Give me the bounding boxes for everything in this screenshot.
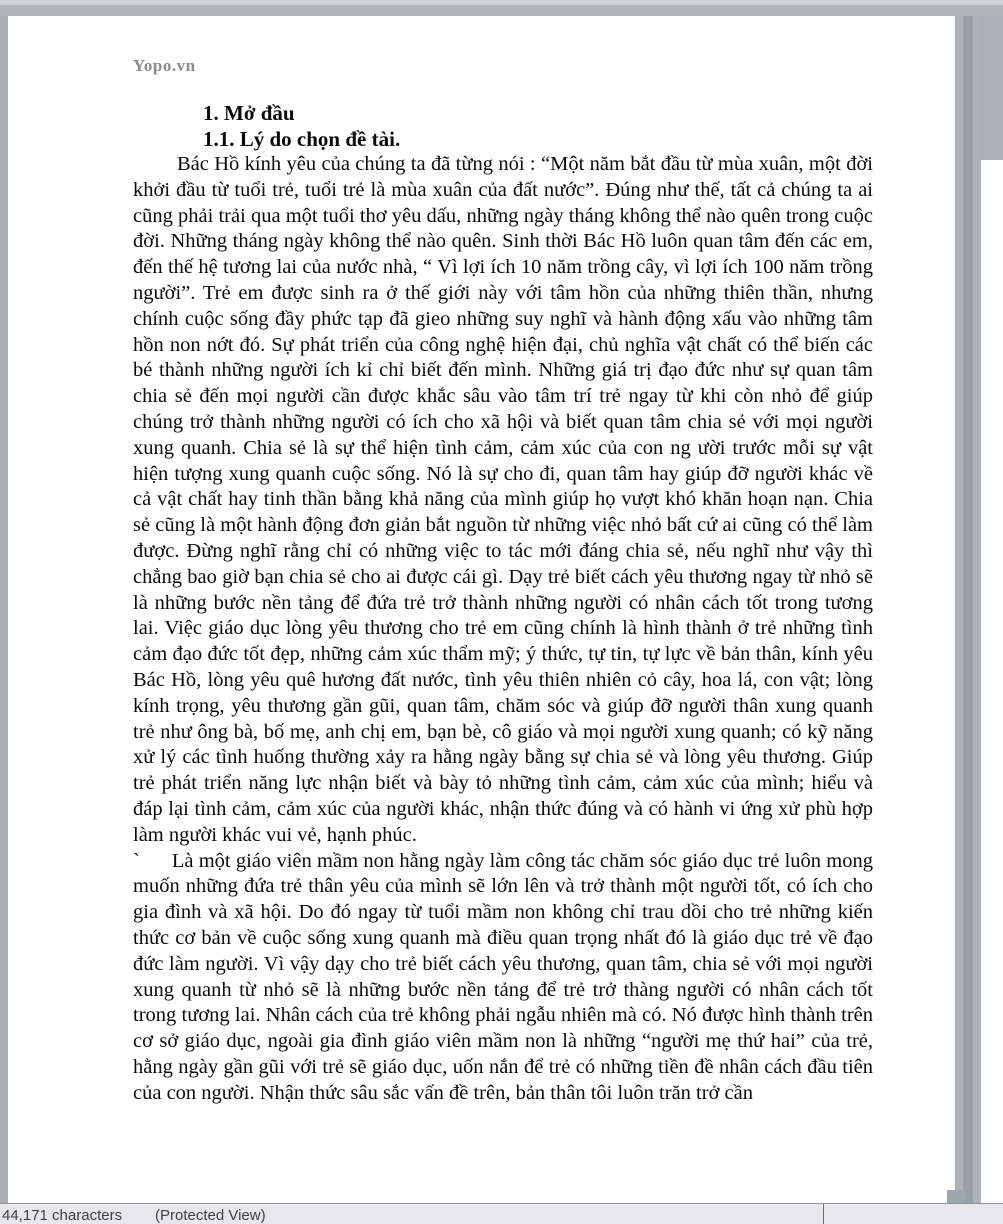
heading-subsection: 1.1. Lý do chọn đề tài. <box>203 127 401 151</box>
status-bar <box>0 1203 1003 1224</box>
ribbon-bottom-band <box>0 5 1003 16</box>
protected-view-label: (Protected View) <box>155 1207 266 1224</box>
heading-section: 1. Mở đầu <box>203 101 295 125</box>
right-gutter-top <box>981 16 1003 160</box>
page-left-margin-strip <box>0 16 8 1203</box>
paragraph-text: Là một giáo viên mầm non hằng ngày làm công tác chăm sóc giáo dục trẻ luôn mong muốn những đứa trẻ thân yêu của mình sẽ lớn lên và trở thành một người tốt, có ích cho gia đình và xã hội. Do đó ngay từ tuổi mầm non không chỉ trau dồi cho trẻ những kiến thức cơ bản về cuộc sống xung quanh mà điều quan trọng nhất đó là giáo dục trẻ về đạo đức làm người. Vì vậy dạy cho trẻ biết cách yêu thương, quan tâm, chia sẻ với mọi người xung quanh từ nhỏ sẽ là những bước nền tảng để trẻ trở thàng người có nhân cách tốt trong tương lai. Nhân cách của trẻ không phải ngẫu nhiên mà có. Nó được hình thành trên cơ sở giáo dục, ngoài gia đình giáo viên mầm non là những “người mẹ thứ hai” của trẻ, hằng ngày gần gũi với trẻ sẽ giáo dục, uốn nắn để trẻ có những tiền đề nhân cách đầu tiên của con người. Nhận thức sâu sắc vấn đề trên, bản thân tôi luôn trăn trở cần <box>133 849 873 1104</box>
document-text-block <box>133 100 873 1106</box>
watermark-logo: Yopo.vn <box>133 56 196 75</box>
document-page[interactable] <box>8 16 955 1203</box>
body-paragraph <box>133 849 873 1107</box>
right-gutter-bottom <box>981 160 1003 1203</box>
scrollbar-bottom-button[interactable] <box>947 1190 965 1203</box>
paragraph-prefix-backtick: ` <box>133 849 140 872</box>
scrollbar-thumb[interactable] <box>963 16 973 1203</box>
status-bar-separator <box>823 1204 824 1224</box>
scrollbar-track[interactable] <box>955 16 981 1203</box>
character-count-status[interactable]: 44,171 characters <box>2 1207 123 1224</box>
body-paragraph: Bác Hồ kính yêu của chúng ta đã từng nói : “Một năm bắt đầu từ mùa xuân, một đời khởi đầu từ tuổi trẻ, tuổi trẻ là mùa xuân của đất nước”. Đúng như thế, tất cả chúng ta ai cũng phải trải qua một tuổi thơ yêu dấu, những ngày tháng không thể nào quên trong cuộc đời. Những tháng ngày không thể nào quên. Sinh thời Bác Hồ luôn quan tâm đến các em, đến thế hệ tương lai của nước nhà, “ Vì lợi ích 10 năm trồng cây, vì lợi ích 100 năm trồng người”. Trẻ em được sinh ra ở thế giới này với tâm hồn của những thiên thần, nhưng chính cuộc sống đầy phức tạp đã gieo những suy nghĩ và hành động xấu vào những tâm hồn non nớt đó. Sự phát triển của công nghệ hiện đại, chủ nghĩa vật chất có thể biến các bé thành những người ích kỉ chỉ biết đến mình. Những giá trị đạo đức như sự quan tâm chia sẻ đến mọi người cần được khắc sâu vào tâm trí trẻ ngay từ khi còn nhỏ để giúp chúng trở thành những người có ích cho xã hội và biết quan tâm chia sẻ với mọi người xung quanh. Chia sẻ là sự thể hiện tình cảm, cảm xúc của con ng ười trước mỗi sự vật hiện tượng xung quanh cuộc sống. Nó là sự cho đi, quan tâm hay giúp đỡ người khác về cả vật chất hay tinh thần bằng khả năng của mình giúp họ vượt khó khăn hoạn nạn. Chia sẻ cũng là một hành động đơn giản bắt nguồn từ những việc nhỏ bất cứ ai cũng có thể làm được. Đừng nghĩ rằng chỉ có những việc to tác mới đáng chia sẻ, nếu nghĩ như vậy thì chẳng bao giờ bạn chia sẻ cho ai được cái gì. Dạy trẻ biết cách yêu thương ngay từ nhỏ sẽ là những bước nền tảng để đứa trẻ trở thành những người có nhân cách tốt trong tương lai. Việc giáo dục lòng yêu thương cho trẻ em cũng chính là hình thành ở trẻ những tình cảm đạo đức tốt đẹp, những cảm xúc thẩm mỹ; ý thức, tự tin, tự lực về bản thân, kính yêu Bác Hồ, lòng yêu quê hương đất nước, tình yêu thiên nhiên cỏ cây, hoa lá, con vật; lòng kính trọng, yêu thương gần gũi, quan tâm, chăm sóc và giúp đỡ người thân xung quanh trẻ như ông bà, bố mẹ, anh chị em, bạn bè, cô giáo và mọi người xung quanh; có kỹ năng xử lý các tình huống thường xảy ra hằng ngày bằng sự chia sẻ và lòng yêu thương. Giúp trẻ phát triển năng lực nhận biết và bày tỏ những tình cảm, cảm xúc của mình; hiểu và đáp lại tình cảm, cảm xúc của người khác, nhận thức đúng và có hành vi ứng xử phù hợp làm người khác vui vẻ, hạnh phúc. <box>133 153 873 846</box>
